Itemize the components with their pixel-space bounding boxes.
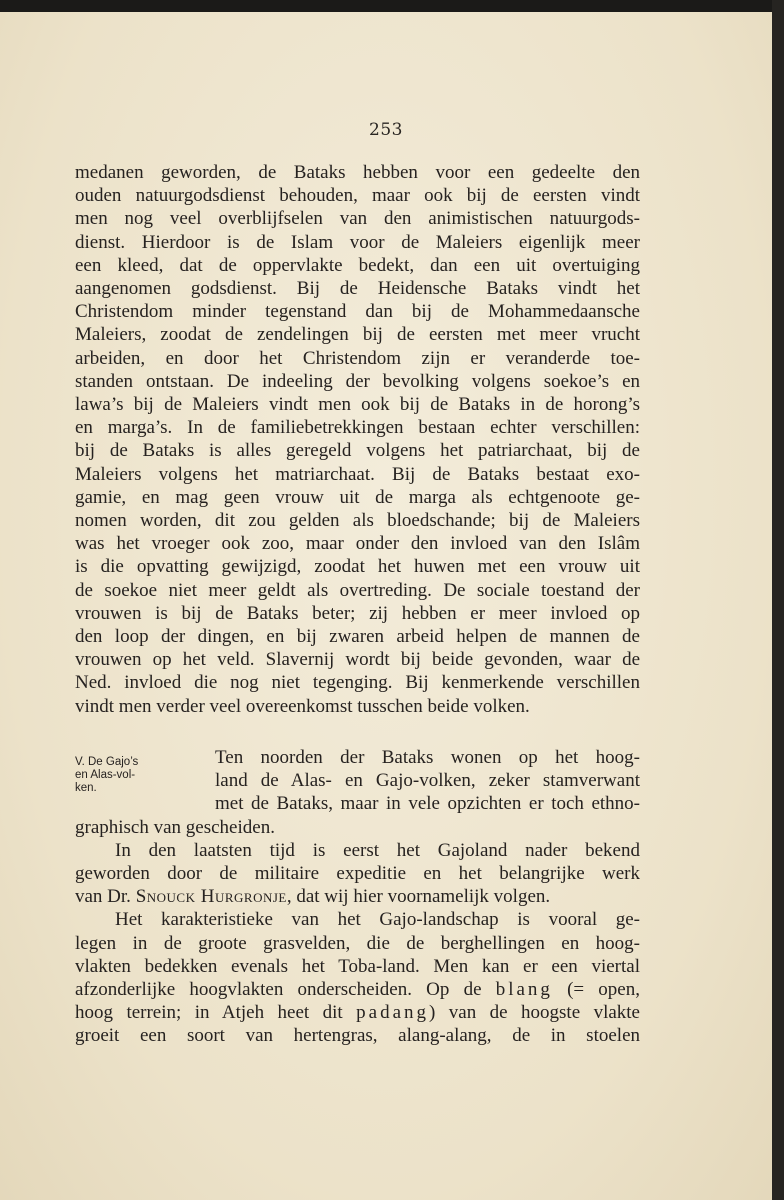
text-line: met de Bataks, maar in vele opzichten er toch ethno-	[215, 793, 640, 815]
text-fragment: afzonderlijke hoogvlakten onderscheiden. Op de	[75, 979, 496, 1001]
text-line: ouden natuurgodsdienst behouden, maar ook bij de eersten vindt	[75, 185, 640, 207]
text-line	[75, 885, 640, 908]
text-line: arbeiden, en door het Christendom zijn er veranderde toe-	[75, 347, 640, 369]
term-blang: blang	[495, 979, 553, 1001]
text-line: In den laatsten tijd is eerst het Gajoland nader bekend	[115, 839, 640, 861]
section-intro-indented	[215, 746, 640, 816]
text-line: vrouwen op het veld. Slavernij wordt bij beide gevonden, waar de	[75, 649, 640, 671]
text-line: dienst. Hierdoor is de Islam voor de Maleiers eigenlijk meer	[75, 231, 640, 253]
section-body	[75, 816, 640, 1048]
text-line: en marga’s. In de familiebetrekkingen bestaan echter verschillen:	[75, 417, 640, 439]
text-line: nomen worden, dit zou gelden als bloedschande; bij de Maleiers	[75, 510, 640, 532]
text-line: Maleiers volgens het matriarchaat. Bij de Bataks bestaat exo-	[75, 463, 640, 485]
text-fragment: ) van de hoogste vlakte	[429, 1002, 640, 1024]
text-line: Het karakteristieke van het Gajo-landschap is vooral ge-	[115, 909, 640, 931]
text-line: graphisch van gescheiden.	[75, 816, 275, 838]
text-line: medanen geworden, de Bataks hebben voor een gedeelte den	[75, 162, 640, 183]
text-line: vindt men verder veel overeenkomst tusschen beide volken.	[75, 695, 530, 717]
text-line	[75, 978, 640, 1001]
paragraph-1	[75, 161, 640, 718]
text-line: land de Alas- en Gajo-volken, zeker stamverwant	[215, 770, 640, 792]
margin-note-line: V. De Gajo’s	[75, 756, 139, 768]
book-page	[0, 12, 772, 1200]
text-line: een kleed, dat de oppervlakte bedekt, dan een uit overtuiging	[75, 254, 640, 276]
text-line	[75, 1001, 640, 1024]
text-line: lawa’s bij de Maleiers vindt men ook bij de Bataks in de horong’s	[75, 394, 640, 416]
text-line: Maleiers, zoodat de zendelingen bij de eersten met meer vrucht	[75, 324, 640, 346]
text-line: men nog veel overblijfselen van den animistischen natuurgods-	[75, 208, 640, 230]
author-name: Snouck Hurgronje	[135, 886, 287, 908]
text-fragment: van Dr.	[75, 886, 136, 908]
text-line: is die opvatting gewijzigd, zoodat het huwen met een vrouw uit	[75, 556, 640, 578]
text-line: standen ontstaan. De indeeling der bevolking volgens soekoe’s en	[75, 370, 640, 392]
text-line: de soekoe niet meer geldt als overtreding. De sociale toestand der	[75, 579, 640, 601]
text-line: vrouwen is bij de Bataks beter; zij hebben er meer invloed op	[75, 602, 640, 624]
page-edge	[772, 0, 784, 1200]
text-line: aangenomen godsdienst. Bij de Heidensche Bataks vindt het	[75, 278, 640, 300]
text-line: geworden door de militaire expeditie en het belangrijke werk	[75, 863, 640, 884]
text-line: Ned. invloed die nog niet tegenging. Bij kenmerkende verschillen	[75, 672, 640, 694]
text-line: vlakten bedekken evenals het Toba-land. Men kan er een viertal	[75, 955, 640, 977]
page-number: 253	[369, 120, 403, 140]
text-line: Christendom minder tegenstand dan bij de Mohammedaansche	[75, 301, 640, 323]
text-fragment: (= open,	[552, 979, 640, 1001]
margin-note-line: ken.	[75, 782, 97, 794]
term-padang: padang	[356, 1002, 430, 1024]
margin-note	[75, 756, 175, 795]
text-line: legen in de groote grasvelden, die de berghellingen en hoog-	[75, 932, 640, 954]
text-line: den loop der dingen, en bij zwaren arbeid helpen de mannen de	[75, 626, 640, 648]
text-line: bij de Bataks is alles geregeld volgens het patriarchaat, bij de	[75, 440, 640, 462]
text-line: gamie, en mag geen vrouw uit de marga als echtgenoote ge-	[75, 486, 640, 508]
text-line: Ten noorden der Bataks wonen op het hoog-	[215, 747, 640, 768]
margin-note-line: en Alas-vol-	[75, 769, 136, 781]
text-fragment: hoog terrein; in Atjeh heet dit	[75, 1002, 357, 1024]
text-line: groeit een soort van hertengras, alang-alang, de in stoelen	[75, 1025, 640, 1047]
text-fragment: , dat wij hier voornamelijk volgen.	[286, 886, 551, 908]
text-line: was het vroeger ook zoo, maar onder den invloed van den Islâm	[75, 533, 640, 555]
